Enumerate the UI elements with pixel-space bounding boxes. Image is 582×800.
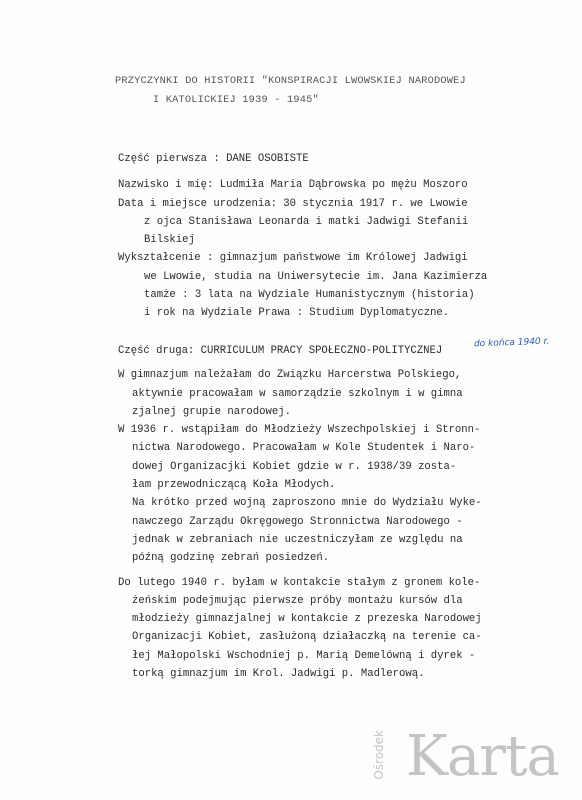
- title-line-1: PRZYCZYNKI DO HISTORII "KONSPIRACJI LWOWSKIEJ NARODOWEJ: [115, 75, 466, 87]
- part-two-line: zjalnej grupie narodowej.: [132, 405, 291, 418]
- karta-watermark-logo: [370, 722, 575, 792]
- part-two-line: Organizacji Kobiet, zasłużoną działaczką na terenie ca-: [132, 631, 482, 644]
- part-one-line: Wykształcenie : gimnazjum państwowe im Królowej Jadwigi: [118, 252, 468, 265]
- handwritten-note: do końca 1940 r.: [473, 336, 550, 350]
- part-one-line: z ojca Stanisława Leonarda i matki Jadwigi Stefanii: [144, 215, 469, 228]
- part-two-line: Na krótko przed wojną zaproszono mnie do Wydziału Wyke-: [132, 497, 482, 510]
- part-one-line: i rok na Wydziale Prawa : Studium Dyplomatyczne.: [144, 307, 450, 320]
- part-two-line: łej Małopolski Wschodniej p. Marią Demelówną i dyrek -: [132, 649, 476, 662]
- part-one-line: Bilskiej: [144, 234, 195, 247]
- part-two-line: Do lutego 1940 r. byłam w kontakcie stałym z gronem kole-: [118, 576, 481, 589]
- part-two-line: żeńskim podejmując pierwsze próby montażu kursów dla: [132, 594, 463, 607]
- part-two-line: łam przewodniczącą Koła Młodych.: [132, 479, 336, 492]
- part-one-line: we Lwowie, studia na Uniwersytecie im. Jana Kazimierza: [144, 270, 488, 283]
- part-one-line: Nazwisko i mię: Ludmiła Maria Dąbrowska po mężu Moszoro: [118, 179, 468, 192]
- part-two-line: dowej Organizacjki Kobiet gdzie w r. 1938/39 zosta-: [132, 460, 457, 473]
- part-two-line: aktywnie pracowałam w samorządzie szkolnym i w gimna: [132, 387, 463, 400]
- part-two-line: jednak w zebraniach nie uczestniczyłam ze względu na: [132, 533, 463, 546]
- part-two-line: młodzieży gimnazjalnej w kontakcie z prezeska Narodowej: [132, 613, 482, 626]
- part-one-section: [118, 150, 558, 323]
- part-one-heading: Część pierwsza : DANE OSOBISTE: [118, 153, 309, 165]
- watermark-brand-label: Karta: [406, 724, 559, 789]
- part-two-line: nictwa Narodowego. Pracowałam w Kole Studentek i Naro-: [132, 442, 476, 455]
- part-two-line: W gimnazjum należałam do Związku Harcerstwa Polskiego,: [118, 369, 462, 382]
- title-line-2: I KATOLICKIEJ 1939 - 1945": [153, 94, 319, 106]
- part-one-line: Data i miejsce urodzenia: 30 stycznia 1917 r. we Lwowie: [118, 197, 468, 210]
- part-two-line: torką gimnazjum im Krol. Jadwigi p. Madlerową.: [132, 668, 425, 681]
- part-two-section: [118, 342, 558, 683]
- watermark-sub-label: Ośrodek: [372, 730, 386, 780]
- part-two-line: nawczego Zarządu Okręgowego Stronnictwa Narodowego -: [132, 515, 463, 528]
- part-two-heading: Część druga: CURRICULUM PRACY SPOŁECZNO-POLITYCZNEJ: [118, 345, 443, 357]
- document-title: [115, 72, 515, 110]
- part-two-line: późną godzinę zebrań posiedzeń.: [132, 552, 330, 565]
- part-two-line: W 1936 r. wstąpiłam do Młodzieży Wszechpolskiej i Stronn-: [118, 424, 481, 437]
- part-one-line: tamże : 3 lata na Wydziale Humanistycznym (historia): [144, 289, 475, 302]
